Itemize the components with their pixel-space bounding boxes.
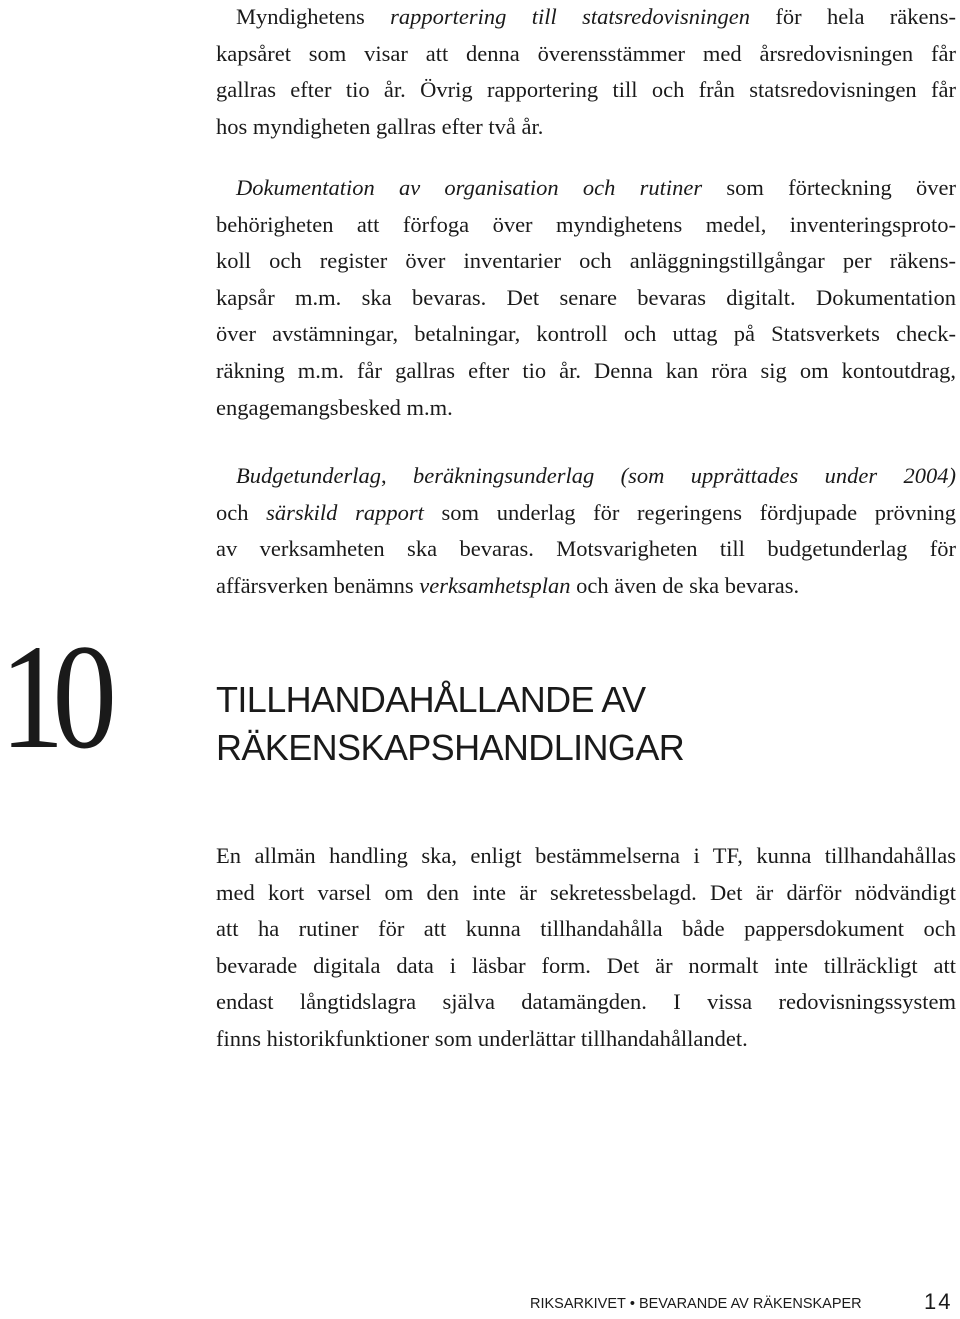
text-line: Budgetunderlag, beräkningsunderlag (som upprättades under 2004) [236,463,957,488]
paragraph-statsredovisning [216,0,956,145]
emphasis: Budgetunderlag [236,463,381,488]
text-line: av verksamheten ska bevaras. Motsvarigheten till budgetunderlag för [216,536,956,562]
emphasis: rapportering till statsredovisningen [390,4,750,29]
text-line: behörigheten att förfoga över myndighetens medel, inventeringsproto- [216,211,956,237]
emphasis: verksamhetsplan [419,572,571,598]
text-line: affärsverken benämns verksamhetsplan och även de ska bevaras. [216,572,800,598]
emphasis: beräkningsunderlag (som upprättades under 2004) [413,463,957,488]
chapter-title-line: TILLHANDAHÅLLANDE AV [216,679,646,720]
emphasis: särskild rapport [266,499,424,525]
text-line: Myndighetens rapportering till statsredovisningen för hela räkens- [236,4,956,29]
text-line: över avstämningar, betalningar, kontroll och uttag på Statsverkets check- [216,321,956,347]
text-line: gallras efter tio år. Övrig rapportering till och från statsredovisningen får [216,77,956,103]
chapter-number: 10 [0,614,105,780]
footer-title: BEVARANDE AV RÄKENSKAPER [638,1296,862,1312]
text-line: engagemangsbesked m.m. [216,394,453,420]
text-line: endast långtidslagra själva datamängden. I vissa redovisningssystem [216,989,956,1015]
text-line: Dokumentation av organisation och rutiner som förteckning över [236,175,956,200]
chapter-title-line: RÄKENSKAPSHANDLINGAR [216,727,685,768]
chapter-title [216,676,956,772]
text-line: och särskild rapport som underlag för regeringens fördjupade prövning [216,499,957,525]
page-footer [530,1294,862,1314]
paragraph-dokumentation [216,170,956,426]
text-line: kapsår m.m. ska bevaras. Det senare bevaras digitalt. Dokumentation [216,284,956,310]
text-line: kapsåret som visar att denna överensstämmer med årsredovisningen får [216,40,956,66]
text-line: med kort varsel om den inte är sekretessbelagd. Det är därför nödvändigt [216,879,956,905]
page-number: 14 [924,1289,953,1314]
text-line: finns historikfunktioner som underlättar tillhandahållandet. [216,1025,748,1051]
paragraph-budgetunderlag [216,458,956,604]
paragraph-tillhandahallande [216,838,956,1058]
footer-org: RIKSARKIVET [530,1296,626,1312]
text-line: koll och register över inventarier och anläggningstillgångar per räkens- [216,248,956,274]
text-line: bevarade digitala data i läsbar form. Det är normalt inte tillräckligt att [216,952,956,978]
text-line: räkning m.m. får gallras efter tio år. Denna kan röra sig om kontoutdrag, [216,357,956,383]
text-line: att ha rutiner för att kunna tillhandahålla både pappersdokument och [216,916,956,942]
text-line: En allmän handling ska, enligt bestämmelserna i TF, kunna tillhandahållas [216,843,956,868]
bullet-icon: • [629,1296,635,1312]
text-line: hos myndigheten gallras efter två år. [216,113,544,139]
emphasis: Dokumentation av organisation och rutiner [236,175,703,200]
